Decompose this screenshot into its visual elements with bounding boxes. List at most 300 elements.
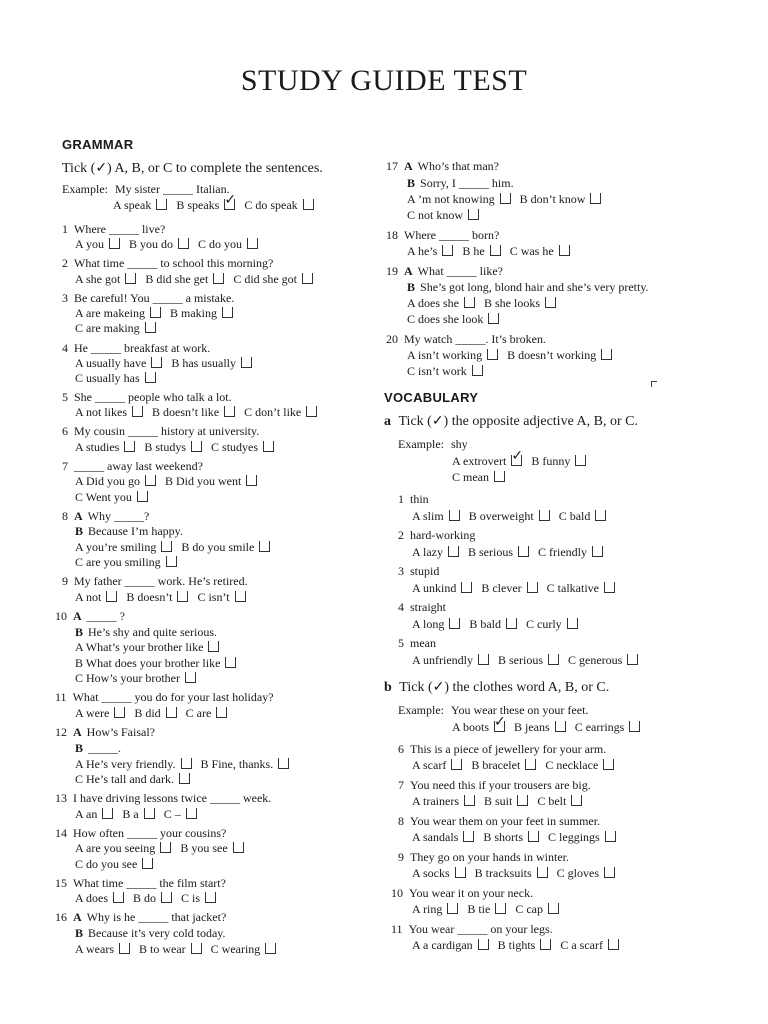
option-label: A trainers (412, 794, 459, 808)
question-text: You need this if your trousers are big. (410, 778, 591, 792)
question-line (62, 574, 248, 588)
answer-checkbox[interactable] (177, 591, 188, 602)
question-number: 1 (62, 222, 68, 236)
speaker-label: B (75, 741, 84, 755)
option-label: C isn’t work (407, 364, 467, 378)
option-label: A wears (75, 942, 114, 956)
answer-checkbox[interactable] (525, 759, 536, 770)
option-label: B speaks (176, 198, 220, 212)
option-label: B making (169, 306, 217, 320)
question-number: 10 (55, 609, 67, 623)
answer-checkbox[interactable] (145, 475, 156, 486)
option-label: B overweight (468, 509, 534, 523)
options-row (75, 841, 253, 855)
answer-checkbox[interactable] (488, 313, 499, 324)
answer-checkbox[interactable] (603, 759, 614, 770)
answer-checkbox[interactable] (144, 808, 155, 819)
answer-checkbox[interactable] (166, 556, 177, 567)
checked-checkbox[interactable] (494, 721, 505, 732)
option-label: C do you see (75, 857, 138, 871)
question-text: How often _____ your cousins? (73, 826, 227, 840)
answer-checkbox[interactable] (186, 808, 197, 819)
question-line (75, 524, 183, 538)
answer-checkbox[interactable] (478, 939, 489, 950)
answer-checkbox[interactable] (455, 867, 466, 878)
options-row (75, 371, 165, 385)
question-line (62, 222, 165, 236)
question-line (386, 264, 503, 278)
question-number: 11 (391, 922, 403, 936)
option-label: B did (134, 706, 161, 720)
option-label: C does she look (407, 312, 484, 326)
option-label: A long (412, 617, 445, 631)
question-line (398, 850, 569, 864)
answer-checkbox[interactable] (449, 618, 460, 629)
question-number: 5 (398, 636, 404, 650)
answer-checkbox[interactable] (233, 842, 244, 853)
question-number: 2 (398, 528, 404, 542)
option-label: B serious (498, 653, 543, 667)
question-number: 16 (55, 910, 67, 924)
option-label: C is (181, 891, 201, 905)
options-row (412, 581, 624, 595)
option-label: B to wear (139, 942, 186, 956)
example-label: Example: (398, 437, 444, 451)
answer-checkbox[interactable] (567, 618, 578, 629)
answer-checkbox[interactable] (500, 193, 511, 204)
answer-checkbox[interactable] (151, 357, 162, 368)
answer-checkbox[interactable] (241, 357, 252, 368)
option-label: A he’s (407, 244, 438, 258)
question-line (398, 564, 439, 578)
option-label: A sandals (412, 830, 459, 844)
question-text: stupid (410, 564, 440, 578)
answer-checkbox[interactable] (191, 441, 202, 452)
answer-checkbox[interactable] (518, 546, 529, 557)
option-label: A He’s very friendly. (75, 757, 176, 771)
option-label: A she got (75, 272, 121, 286)
options-row (75, 857, 162, 871)
option-label: A does she (407, 296, 459, 310)
grammar-heading: GRAMMAR (62, 137, 134, 152)
answer-checkbox[interactable] (179, 773, 190, 784)
answer-checkbox[interactable] (468, 209, 479, 220)
answer-checkbox[interactable] (595, 510, 606, 521)
question-line (398, 814, 600, 828)
option-label: B shorts (483, 830, 524, 844)
speaker-label: B (75, 926, 84, 940)
option-label: B suit (484, 794, 513, 808)
corner-mark (651, 381, 657, 387)
answer-checkbox[interactable] (246, 475, 257, 486)
options-row (412, 758, 623, 772)
question-line (398, 600, 446, 614)
question-line (55, 826, 226, 840)
answer-checkbox[interactable] (449, 510, 460, 521)
question-text: hard-working (410, 528, 476, 542)
answer-checkbox[interactable] (213, 273, 224, 284)
answer-checkbox[interactable] (225, 657, 236, 668)
question-line (75, 926, 226, 940)
answer-checkbox[interactable] (590, 193, 601, 204)
option-label: C wearing (210, 942, 261, 956)
grammar-example-options (113, 198, 323, 212)
speaker-label: A (73, 609, 82, 623)
question-line (62, 390, 232, 404)
option-label: B Did you went (165, 474, 242, 488)
answer-checkbox[interactable] (461, 582, 472, 593)
option-label: C friendly (538, 545, 587, 559)
option-label: C talkative (546, 581, 599, 595)
vocab-a-example (398, 437, 468, 451)
answer-checkbox[interactable] (247, 238, 258, 249)
question-text: You wear _____ on your legs. (408, 922, 553, 936)
option-label: B tie (467, 902, 491, 916)
option-label: C How’s your brother (75, 671, 180, 685)
question-line (55, 910, 226, 924)
option-label: B jeans (514, 720, 550, 734)
example-label: Example: (62, 182, 108, 196)
options-row (412, 545, 612, 559)
option-label: A usually have (75, 356, 147, 370)
option-label: A unfriendly (412, 653, 473, 667)
answer-checkbox[interactable] (235, 591, 246, 602)
options-row (75, 440, 283, 454)
option-label: A a cardigan (412, 938, 473, 952)
answer-checkbox[interactable] (114, 707, 125, 718)
answer-checkbox[interactable] (224, 406, 235, 417)
option-label: A lazy (412, 545, 443, 559)
option-label: B tracksuits (474, 866, 532, 880)
option-label: C mean (452, 470, 489, 484)
answer-checkbox[interactable] (191, 943, 202, 954)
question-number: 12 (55, 725, 67, 739)
answer-checkbox[interactable] (161, 541, 172, 552)
answer-checkbox[interactable] (601, 349, 612, 360)
options-row (75, 656, 245, 670)
answer-checkbox[interactable] (527, 582, 538, 593)
option-label: C don’t like (244, 405, 302, 419)
option-label: B did she get (145, 272, 209, 286)
answer-checkbox[interactable] (571, 795, 582, 806)
question-text: straight (410, 600, 446, 614)
option-label: B you see (180, 841, 228, 855)
answer-checkbox[interactable] (303, 199, 314, 210)
answer-checkbox[interactable] (208, 641, 219, 652)
options-row (75, 891, 225, 905)
answer-checkbox[interactable] (306, 406, 317, 417)
answer-checkbox[interactable] (132, 406, 143, 417)
question-text: How’s Faisal? (86, 725, 155, 739)
options-row (75, 306, 242, 320)
answer-checkbox[interactable] (216, 707, 227, 718)
question-line (386, 159, 499, 173)
options-row (412, 509, 615, 523)
options-row (407, 296, 565, 310)
options-row (75, 640, 228, 654)
question-text: What time _____ the film start? (73, 876, 226, 890)
question-text: Be careful! You _____ a mistake. (74, 291, 235, 305)
option-label: A not (75, 590, 102, 604)
vocab-a-example-options-2 (452, 470, 514, 484)
options-row (407, 312, 508, 326)
options-row (75, 237, 267, 251)
answer-checkbox[interactable] (145, 372, 156, 383)
example-label: Example: (398, 703, 444, 717)
option-label: A speak (113, 198, 152, 212)
answer-checkbox[interactable] (575, 455, 586, 466)
answer-checkbox[interactable] (448, 546, 459, 557)
answer-checkbox[interactable] (178, 238, 189, 249)
answer-checkbox[interactable] (442, 245, 453, 256)
answer-checkbox[interactable] (145, 322, 156, 333)
answer-checkbox[interactable] (540, 939, 551, 950)
answer-checkbox[interactable] (156, 199, 167, 210)
option-label: B a (122, 807, 139, 821)
answer-checkbox[interactable] (102, 808, 113, 819)
answer-checkbox[interactable] (142, 858, 153, 869)
options-row (412, 866, 624, 880)
question-line (62, 424, 259, 438)
question-number: 15 (55, 876, 67, 890)
answer-checkbox[interactable] (627, 654, 638, 665)
option-label: B do (133, 891, 157, 905)
speaker-label: A (404, 264, 413, 278)
option-label: C He’s tall and dark. (75, 772, 174, 786)
question-text: You wear it on your neck. (409, 886, 534, 900)
answer-checkbox[interactable] (604, 867, 615, 878)
speaker-label: A (404, 159, 413, 173)
answer-checkbox[interactable] (150, 307, 161, 318)
answer-checkbox[interactable] (125, 273, 136, 284)
question-line (75, 625, 217, 639)
answer-checkbox[interactable] (302, 273, 313, 284)
answer-checkbox[interactable] (160, 842, 171, 853)
question-line (386, 228, 499, 242)
option-label: C was he (509, 244, 554, 258)
option-label: A does (75, 891, 108, 905)
answer-checkbox[interactable] (494, 471, 505, 482)
answer-checkbox[interactable] (592, 546, 603, 557)
answer-checkbox[interactable] (548, 903, 559, 914)
answer-checkbox[interactable] (137, 491, 148, 502)
option-label: A Did you go (75, 474, 141, 488)
answer-checkbox[interactable] (265, 943, 276, 954)
question-line (55, 876, 226, 890)
answer-checkbox[interactable] (548, 654, 559, 665)
option-label: A an (75, 807, 98, 821)
question-text: Because I’m happy. (88, 524, 183, 538)
option-label: B studys (144, 440, 187, 454)
option-label: B clever (481, 581, 522, 595)
answer-checkbox[interactable] (181, 758, 192, 769)
option-label: C are making (75, 321, 140, 335)
option-label: C necklace (545, 758, 599, 772)
question-number: 13 (55, 791, 67, 805)
answer-checkbox[interactable] (537, 867, 548, 878)
options-row (75, 272, 322, 286)
answer-checkbox[interactable] (608, 939, 619, 950)
options-row (75, 590, 255, 604)
answer-checkbox[interactable] (478, 654, 489, 665)
answer-checkbox[interactable] (161, 892, 172, 903)
options-row (75, 540, 279, 554)
question-text: My cousin _____ history at university. (74, 424, 260, 438)
grammar-instruction: Tick (✓) A, B, or C to complete the sentences. (62, 161, 323, 176)
option-label: C – (163, 807, 181, 821)
question-number: 6 (62, 424, 68, 438)
option-label: C are (185, 706, 212, 720)
answer-checkbox[interactable] (205, 892, 216, 903)
question-number: 9 (62, 574, 68, 588)
option-label: B doesn’t like (152, 405, 220, 419)
answer-checkbox[interactable] (464, 795, 475, 806)
answer-checkbox[interactable] (278, 758, 289, 769)
option-label: B doesn’t (126, 590, 173, 604)
option-label: C cap (515, 902, 543, 916)
question-text: What _____ like? (417, 264, 503, 278)
question-line (398, 492, 429, 506)
question-text: Why is he _____ that jacket? (86, 910, 227, 924)
options-row (75, 356, 261, 370)
question-line (62, 341, 210, 355)
question-number: 14 (55, 826, 67, 840)
option-label: C gloves (556, 866, 600, 880)
question-text: He’s shy and quite serious. (88, 625, 217, 639)
speaker-label: B (75, 625, 84, 639)
answer-checkbox[interactable] (472, 365, 483, 376)
question-text: She’s got long, blond hair and she’s very pretty. (420, 280, 649, 294)
answer-checkbox[interactable] (463, 831, 474, 842)
example-sentence: My sister _____ Italian. (114, 182, 230, 196)
question-line (75, 741, 121, 755)
option-label: B bracelet (471, 758, 521, 772)
answer-checkbox[interactable] (222, 307, 233, 318)
checked-checkbox[interactable] (511, 455, 522, 466)
question-line (398, 636, 436, 650)
answer-checkbox[interactable] (629, 721, 640, 732)
speaker-label: A (73, 725, 82, 739)
option-label: C do you (198, 237, 243, 251)
answer-checkbox[interactable] (539, 510, 550, 521)
grammar-example (62, 182, 230, 196)
vocabulary-heading: VOCABULARY (384, 390, 479, 405)
speaker-label: A (74, 509, 83, 523)
answer-checkbox[interactable] (113, 892, 124, 903)
vocab-b-example-options (452, 720, 649, 734)
question-number: 20 (386, 332, 398, 346)
option-label: C leggings (548, 830, 600, 844)
answer-checkbox[interactable] (124, 441, 135, 452)
answer-checkbox[interactable] (106, 591, 117, 602)
option-label: A you’re smiling (75, 540, 157, 554)
answer-checkbox[interactable] (464, 297, 475, 308)
options-row (407, 348, 621, 362)
question-text: Why _____? (87, 509, 150, 523)
question-number: 3 (398, 564, 404, 578)
option-label: B bald (469, 617, 502, 631)
option-label: B tights (497, 938, 536, 952)
options-row (412, 653, 647, 667)
question-text: _____. (88, 741, 122, 755)
answer-checkbox[interactable] (555, 721, 566, 732)
answer-checkbox[interactable] (185, 672, 196, 683)
option-label: B do you smile (181, 540, 255, 554)
option-label: C Went you (75, 490, 132, 504)
question-number: 4 (62, 341, 68, 355)
question-line (398, 742, 606, 756)
question-number: 7 (62, 459, 68, 473)
answer-checkbox[interactable] (263, 441, 274, 452)
question-number: 3 (62, 291, 68, 305)
answer-checkbox[interactable] (528, 831, 539, 842)
question-line (398, 778, 591, 792)
question-text: This is a piece of jewellery for your arm. (410, 742, 607, 756)
options-row (75, 405, 326, 419)
question-number: 11 (55, 690, 67, 704)
option-label: A were (75, 706, 110, 720)
vocab-a-example-options (452, 454, 595, 468)
answer-checkbox[interactable] (119, 943, 130, 954)
options-row (407, 208, 488, 222)
question-line (407, 280, 649, 294)
question-number: 4 (398, 600, 404, 614)
answer-checkbox[interactable] (451, 759, 462, 770)
answer-checkbox[interactable] (447, 903, 458, 914)
speaker-label: B (407, 176, 416, 190)
option-label: C belt (537, 794, 567, 808)
options-row (75, 321, 165, 335)
option-label: A boots (452, 720, 490, 734)
option-label: B has usually (171, 356, 236, 370)
question-text: mean (410, 636, 436, 650)
option-label: C curly (526, 617, 562, 631)
question-text: You wear them on your feet in summer. (410, 814, 601, 828)
part-b-instruction: Tick (✓) the clothes word A, B, or C. (399, 680, 610, 695)
answer-checkbox[interactable] (495, 903, 506, 914)
answer-checkbox[interactable] (487, 349, 498, 360)
option-label: C a scarf (560, 938, 603, 952)
question-text: My father _____ work. He’s retired. (74, 574, 248, 588)
option-label: A ’m not knowing (407, 192, 495, 206)
answer-checkbox[interactable] (490, 245, 501, 256)
answer-checkbox[interactable] (545, 297, 556, 308)
options-row (407, 244, 579, 258)
answer-checkbox[interactable] (506, 618, 517, 629)
answer-checkbox[interactable] (517, 795, 528, 806)
answer-checkbox[interactable] (559, 245, 570, 256)
option-label: B you do (129, 237, 174, 251)
answer-checkbox[interactable] (605, 831, 616, 842)
option-label: B she looks (484, 296, 541, 310)
page-title: STUDY GUIDE TEST (240, 64, 528, 97)
question-text: Because it’s very cold today. (88, 926, 226, 940)
question-text: What time _____ to school this morning? (74, 256, 274, 270)
answer-checkbox[interactable] (166, 707, 177, 718)
option-label: C not know (407, 208, 464, 222)
checked-checkbox[interactable] (224, 199, 235, 210)
question-line (398, 528, 475, 542)
answer-checkbox[interactable] (604, 582, 615, 593)
question-line (55, 609, 125, 623)
options-row (75, 671, 205, 685)
part-a-letter: a (384, 414, 391, 429)
answer-checkbox[interactable] (109, 238, 120, 249)
question-number: 6 (398, 742, 404, 756)
option-label: A isn’t working (407, 348, 483, 362)
question-text: Who’s that man? (417, 159, 499, 173)
answer-checkbox[interactable] (259, 541, 270, 552)
